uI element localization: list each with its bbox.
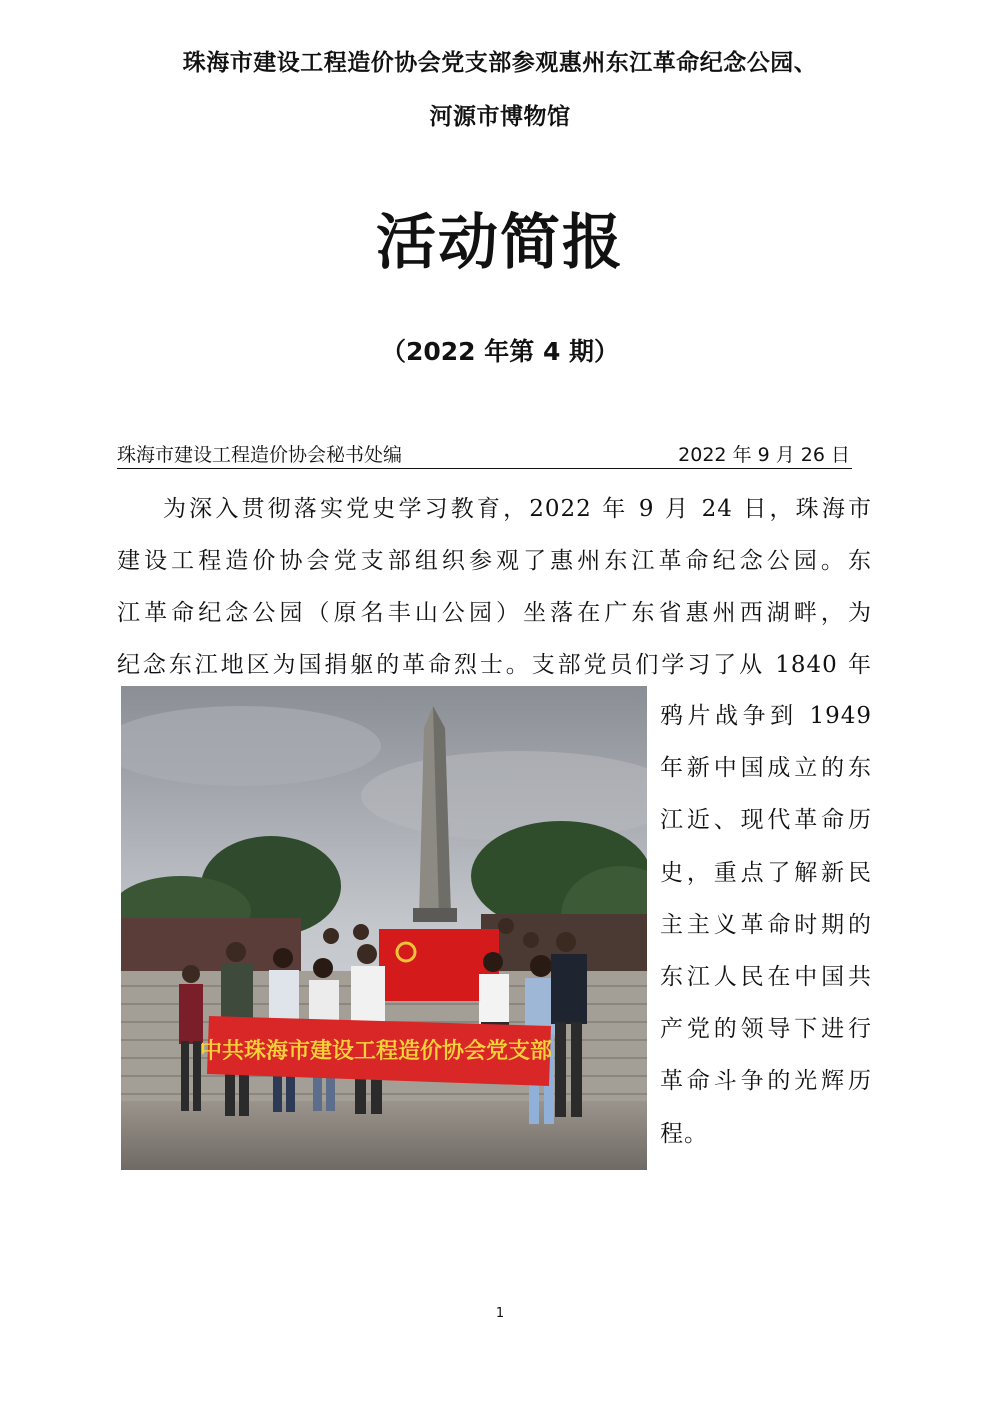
body-line: 为深入贯彻落实党史学习教育，2022 年 9 月 24 日，珠海市 [163,496,872,522]
body-line: 江革命纪念公园（原名丰山公园）坐落在广东省惠州西湖畔，为 [117,600,872,626]
side-paragraph [660,690,872,1160]
side-line: 年新中国成立的东 [660,755,872,782]
side-line: 鸦片战争到 1949 [660,703,872,729]
document-title-line-2: 河源市博物馆 [429,104,571,130]
body-line: 纪念东江地区为国捐躯的革命烈士。支部党员们学习了从 1840 年 [117,652,872,678]
byline-editor: 珠海市建设工程造价协会秘书处编 [117,444,403,466]
byline [117,440,852,469]
issue-number: （2022 年第 4 期） [380,337,620,366]
side-line: 主主义革命时期的 [660,911,872,938]
side-line: 产党的领导下进行 [660,1016,872,1043]
side-line: 程。 [660,1120,708,1147]
document-title-line-1: 珠海市建设工程造价协会党支部参观惠州东江革命纪念公园、 [182,50,818,76]
report-title: 活动简报 [376,208,624,278]
body-paragraph [117,483,872,691]
side-line: 江近、现代革命历 [660,807,872,834]
side-line: 东江人民在中国共 [660,964,872,991]
side-line: 革命斗争的光辉历 [660,1068,872,1095]
banner-text: 中共珠海市建设工程造价协会党支部 [199,1039,553,1064]
byline-date: 2022 年 9 月 26 日 [678,444,850,466]
body-line: 建设工程造价协会党支部组织参观了惠州东江革命纪念公园。东 [117,548,872,574]
page-number: 1 [495,1306,505,1321]
group-photo [121,686,647,1170]
side-line: 史，重点了解新民 [660,859,872,886]
